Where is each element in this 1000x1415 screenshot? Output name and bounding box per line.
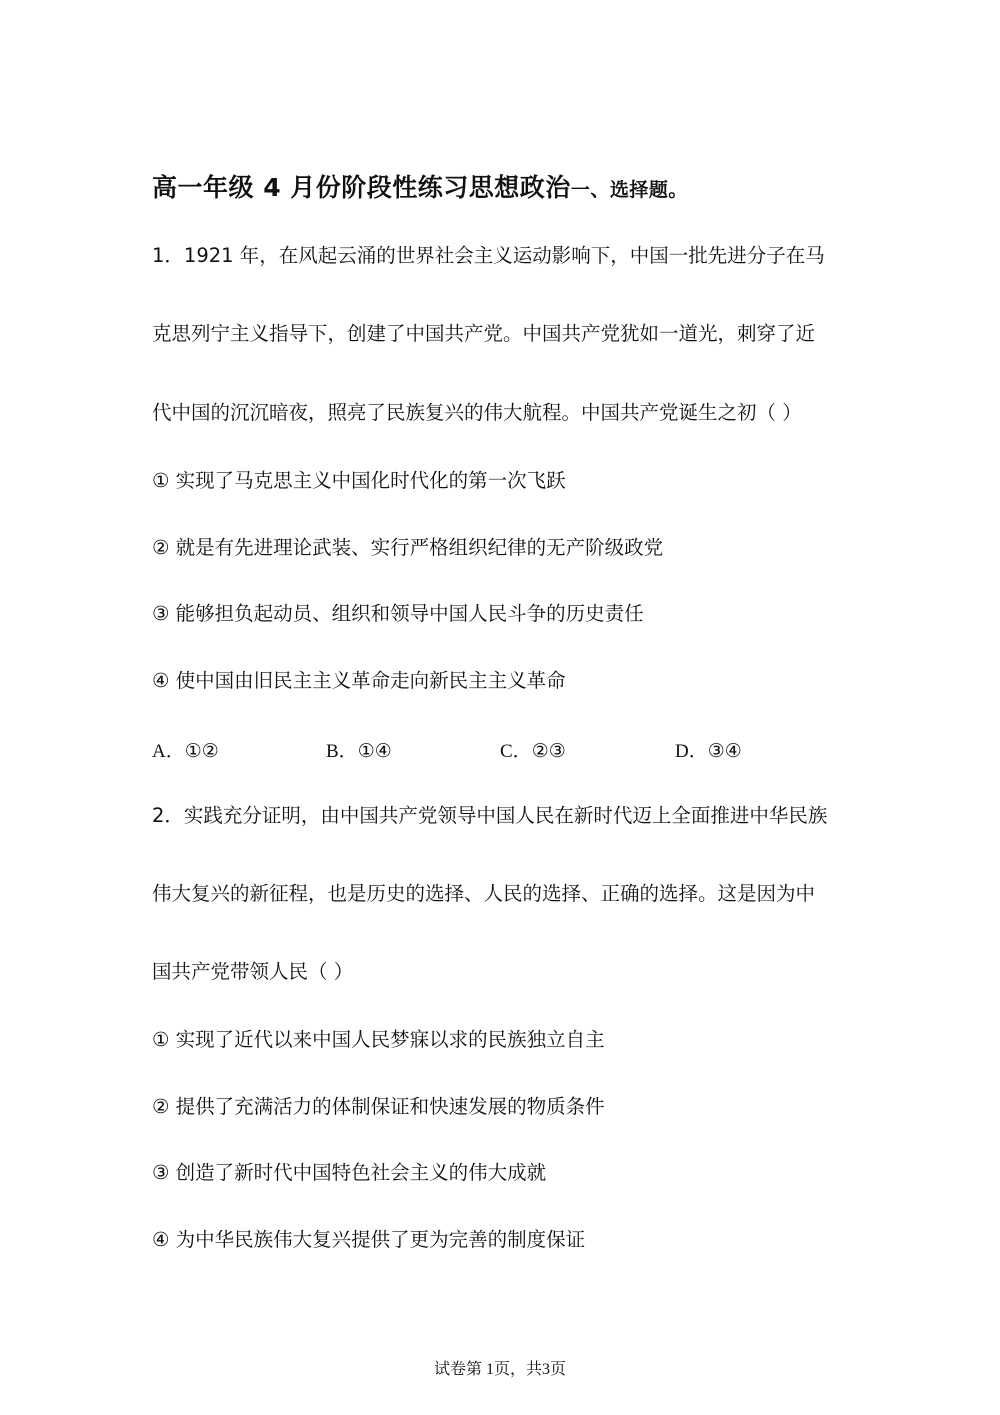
option-b-text: ①④ <box>357 740 392 762</box>
option-a-letter: A． <box>152 741 185 762</box>
section-heading: 一、选择题。 <box>570 179 688 201</box>
question-1-statement-3: ③ 能够担负起动员、组织和领导中国人民斗争的历史责任 <box>152 602 644 625</box>
question-2-statement-3: ③ 创造了新时代中国特色社会主义的伟大成就 <box>152 1161 547 1184</box>
option-b-letter: B． <box>326 741 358 762</box>
page-footer: 试卷第 1页，共3页 <box>433 1361 566 1378</box>
title-main: 高一年级 4 月份阶段性练习思想政治 <box>152 173 571 202</box>
option-d-letter: D． <box>675 741 708 762</box>
question-1-statement-2: ② 就是有先进理论武装、实行严格组织纪律的无产阶级政党 <box>152 536 664 559</box>
option-b[interactable] <box>326 736 392 763</box>
question-2-statement-4: ④ 为中华民族伟大复兴提供了更为完善的制度保证 <box>152 1228 586 1251</box>
question-1-statement-4: ④ 使中国由旧民主主义革命走向新民主主义革命 <box>152 669 566 692</box>
question-2-statement-2: ② 提供了充满活力的体制保证和快速发展的物质条件 <box>152 1095 605 1118</box>
option-d[interactable] <box>675 736 742 763</box>
option-a[interactable] <box>152 736 219 763</box>
question-1-stem-line-1: 1．1921 年，在风起云涌的世界社会主义运动影响下，中国一批先进分子在马 <box>152 244 825 267</box>
question-1-stem-line-2: 克思列宁主义指导下，创建了中国共产党。中国共产党犹如一道光，刺穿了近 <box>152 322 816 345</box>
question-1-statement-1: ① 实现了马克思主义中国化时代化的第一次飞跃 <box>152 469 566 492</box>
question-2-statement-1: ① 实现了近代以来中国人民梦寐以求的民族独立自主 <box>152 1028 605 1051</box>
question-1-options <box>152 736 852 762</box>
question-1-stem-line-3: 代中国的沉沉暗夜，照亮了民族复兴的伟大航程。中国共产党诞生之初（ ） <box>152 401 802 424</box>
option-a-text: ①② <box>184 740 219 762</box>
question-2-stem-line-3: 国共产党带领人民（ ） <box>152 960 354 983</box>
document-title <box>152 168 688 204</box>
option-c-text: ②③ <box>531 740 566 762</box>
option-c-letter: C． <box>500 741 532 762</box>
option-d-text: ③④ <box>707 740 742 762</box>
option-c[interactable] <box>500 736 566 763</box>
question-2-stem-line-2: 伟大复兴的新征程，也是历史的选择、人民的选择、正确的选择。这是因为中 <box>152 882 816 905</box>
question-2-stem-line-1: 2．实践充分证明，由中国共产党领导中国人民在新时代迈上全面推进中华民族 <box>152 804 828 827</box>
